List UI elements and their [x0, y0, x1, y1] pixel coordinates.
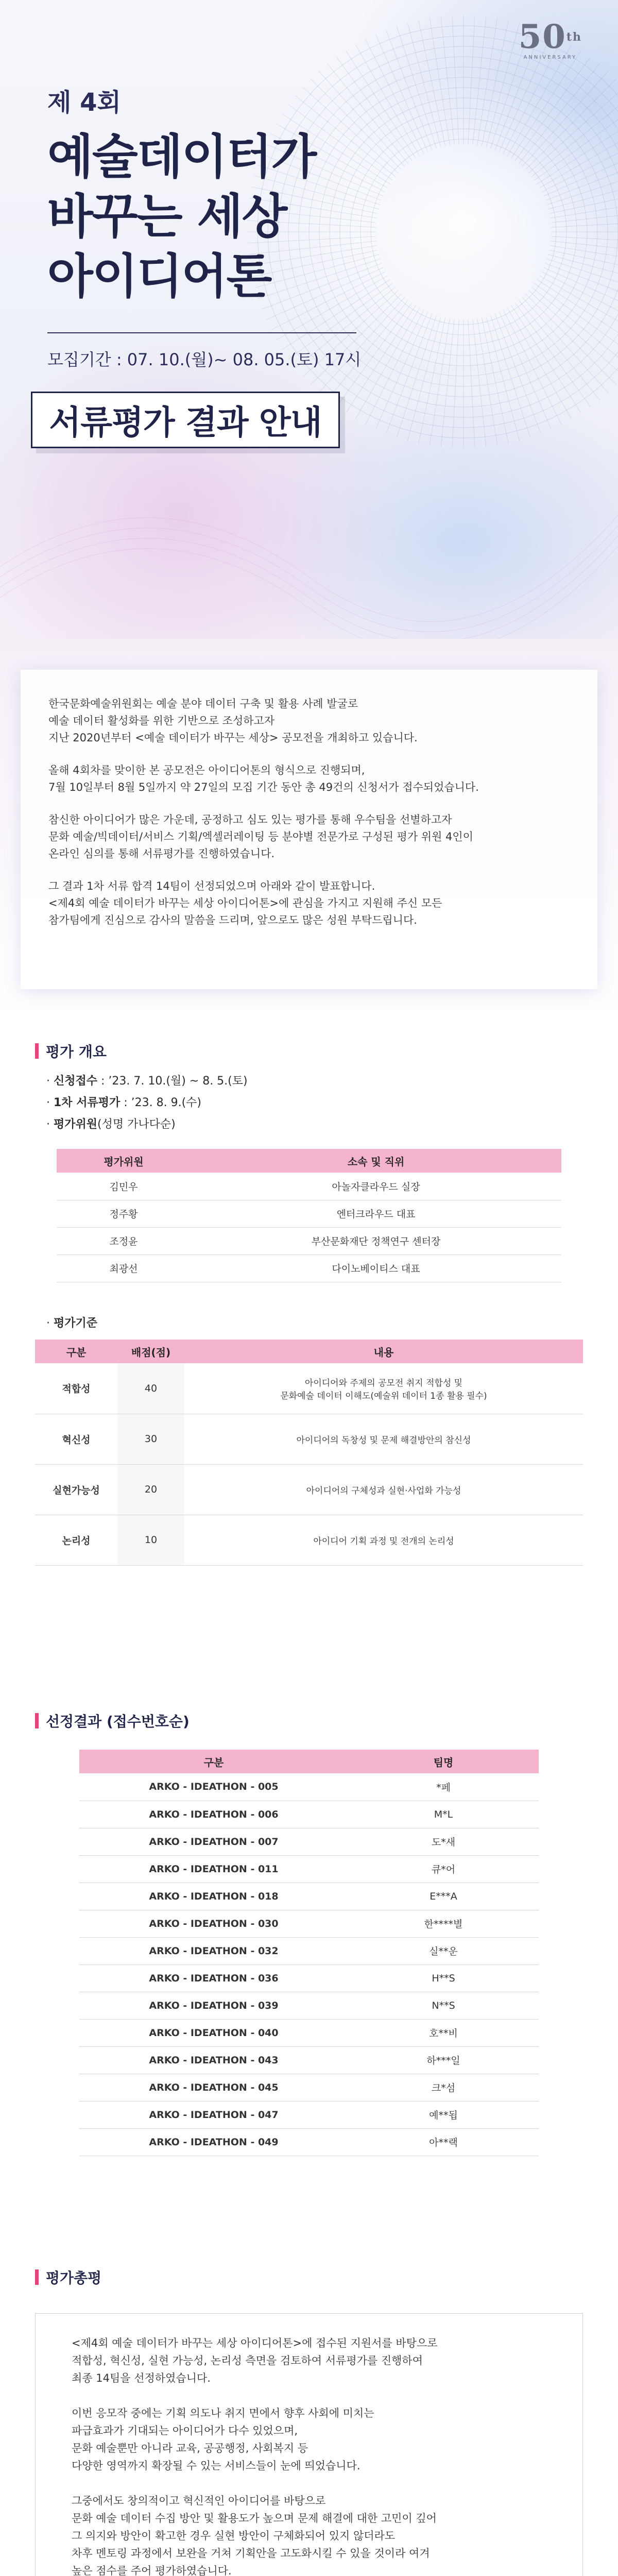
result-notice-box: [31, 392, 340, 448]
table-row: [79, 2128, 539, 2156]
intro-paragraph: 참신한 아이디어가 많은 가운데, 공정하고 심도 있는 평가를 통해 우수팀을 선별하고자 문화 예술/빅데이터/서비스 기획/엑셀러레이팅 등 분야별 전문가로 구성된 평가 위원 4인이 온라인 심의를 통해 서류평가를 진행하였습니다.: [48, 814, 473, 860]
table-row: [79, 2019, 539, 2046]
title-divider: [47, 332, 356, 333]
overview-item: · 평가위원(성명 가나다순): [46, 1118, 176, 1131]
edition-label: 제 4회: [47, 88, 121, 117]
hero-title-line-3: 아이디어톤: [47, 249, 271, 304]
submission-id: ARKO - IDEATHON - 005: [79, 1773, 348, 1801]
committee-header: 소속 및 직위: [191, 1149, 561, 1173]
table-row: [79, 2046, 539, 2074]
anniversary-suffix: th: [566, 30, 582, 44]
table-row: [79, 1855, 539, 1883]
review-paragraph: 이번 응모작 중에는 기획 의도나 취지 면에서 향후 사회에 미치는 파급효과가 기대되는 아이디어가 다수 있었으며, 문화 예술뿐만 아니라 교육, 공공행정, 사회복지 등 다양한 영역까지 확장될 수 있는 서비스들이 눈에 띄었습니다.: [72, 2407, 374, 2472]
results-table: 구분 팀명 ARKO - IDEATHON - 005 *페 ARKO - IDEATHON - 006 M*L ARKO - IDEATHON - 007 도*새 ARKO - IDEATHON - 011 큐*어 ARKO - IDEATHON - 018 E***A ARKO - IDEATHON - 030 한****별 ARKO - IDEATHON - 032 실**운 ARKO - IDEATHON - 036 H**S ARKO - IDEATHON - 039 N**S ARKO - IDEATHON - 040 호**비 ARKO - IDEATHON - 043 하***일 ARKO - IDEATHON - 045 크*섬 ARKO - IDEATHON - 047 예**됩 ARKO - IDEATHON - 049 아**랙: [79, 1750, 539, 2156]
team-name: *페: [348, 1773, 539, 1801]
hero-text: [47, 82, 361, 370]
review-section: [0, 2257, 618, 2576]
submission-id: ARKO - IDEATHON - 043: [79, 2046, 348, 2074]
team-name: H**S: [348, 1964, 539, 1992]
anniversary-subtitle: ANNIVERSARY: [523, 55, 577, 60]
submission-id: ARKO - IDEATHON - 030: [79, 1910, 348, 1937]
criteria-label: · 평가기준: [46, 1317, 98, 1330]
submission-id: ARKO - IDEATHON - 006: [79, 1801, 348, 1828]
period-value: 07. 10.(월)~ 08. 05.(토) 17시: [127, 350, 362, 369]
submission-id: ARKO - IDEATHON - 039: [79, 1992, 348, 2019]
result-notice-title: 서류평가 결과 안내: [49, 404, 322, 442]
overview-item: · 신청접수 : ’23. 7. 10.(월) ~ 8. 5.(토): [46, 1075, 248, 1088]
review-paragraph: 그중에서도 창의적이고 혁신적인 아이디어를 바탕으로 문화 예술 데이터 수집 방안 및 활용도가 높으며 문제 해결에 대한 고민이 깊어 그 의지와 방안이 확고한 경우 실현 방안이 구체화되어 있지 않더라도 차후 멘토링 과정에서 보완을 거쳐 기획안을 고도화시킬 수 있을 것이라 여겨 높은 점수를 주어 평가하였습니다.: [72, 2495, 437, 2576]
table-row: 적합성 40 아이디어와 주제의 공모전 취지 적합성 및 문화예술 데이터 이해도(예술위 데이터 1종 활용 필수): [35, 1363, 583, 1414]
submission-id: ARKO - IDEATHON - 011: [79, 1855, 348, 1883]
results-heading: [35, 1700, 583, 1731]
team-name: 큐*어: [348, 1855, 539, 1883]
submission-id: ARKO - IDEATHON - 040: [79, 2019, 348, 2046]
submission-id: ARKO - IDEATHON - 045: [79, 2074, 348, 2101]
team-name: 실**운: [348, 1937, 539, 1964]
table-row: [79, 1937, 539, 1964]
overview-list: [35, 1071, 583, 1136]
review-paragraph: <제4회 예술 데이터가 바꾸는 세상 아이디어톤>에 접수된 지원서를 바탕으로 적합성, 혁신성, 실현 가능성, 논리성 측면을 검토하여 서류평가를 진행하여 최종 14팀을 선정하였습니다.: [72, 2337, 438, 2384]
results-section: [0, 1700, 618, 2257]
table-row: 실현가능성 20 아이디어의 구체성과 실현·사업화 가능성: [35, 1464, 583, 1515]
table-row: [79, 1883, 539, 1910]
table-row: [79, 2074, 539, 2101]
table-row: 논리성 10 아이디어 기획 과정 및 전개의 논리성: [35, 1515, 583, 1565]
intro-paragraph: 올해 4회차를 맞이한 본 공모전은 아이디어톤의 형식으로 진행되며, 7월 10일부터 8월 5일까지 약 27일의 모집 기간 동안 총 49건의 신청서가 접수되었습니다.: [48, 764, 479, 793]
hero-banner: [0, 0, 618, 639]
review-heading: [35, 2257, 583, 2287]
results-title: 선정결과 (접수번호순): [46, 1713, 190, 1730]
team-name: 한****별: [348, 1910, 539, 1937]
intro-card: [21, 670, 597, 989]
overview-item: · 1차 서류평가 : ’23. 8. 9.(수): [46, 1096, 201, 1109]
table-row: [79, 1773, 539, 1801]
team-name: 도*새: [348, 1828, 539, 1855]
table-row: [79, 1964, 539, 1992]
table-row: 혁신성 30 아이디어의 독창성 및 문제 해결방안의 참신성: [35, 1414, 583, 1464]
team-name: N**S: [348, 1992, 539, 2019]
submission-id: ARKO - IDEATHON - 007: [79, 1828, 348, 1855]
submission-id: ARKO - IDEATHON - 032: [79, 1937, 348, 1964]
intro-section: [0, 639, 618, 1020]
table-row: [79, 1910, 539, 1937]
submission-id: ARKO - IDEATHON - 047: [79, 2101, 348, 2128]
team-name: 호**비: [348, 2019, 539, 2046]
table-row: 조정윤 부산문화재단 정책연구 센터장: [57, 1227, 561, 1255]
team-name: 예**됩: [348, 2101, 539, 2128]
review-title: 평가총평: [46, 2269, 102, 2286]
committee-table: [57, 1149, 561, 1282]
committee-header: 평가위원: [57, 1149, 191, 1173]
team-name: 아**랙: [348, 2128, 539, 2156]
intro-paragraph: 한국문화예술위원회는 예술 분야 데이터 구축 및 활용 사례 발굴로 예술 데이터 활성화를 위한 기반으로 조성하고자 지난 2020년부터 <예술 데이터가 바꾸는 세상> 공모전을 개최하고 있습니다.: [48, 698, 418, 744]
recruitment-period: [47, 347, 361, 370]
team-name: M*L: [348, 1801, 539, 1828]
team-name: 하***일: [348, 2046, 539, 2074]
criteria-table: 구분 배점(점) 내용 적합성 40 아이디어와 주제의 공모전 취지 적합성 및 문화예술 데이터 이해도(예술위 데이터 1종 활용 필수) 혁신성 30 아이디어의 독창성 및 문제 해결방안의 참신성 실현가능성 20 아이디어의 구체성과 실현·사업화 가능성 논리성 10 아이디어 기획 과정 및 전개의 논리성: [35, 1340, 583, 1566]
table-row: [79, 1828, 539, 1855]
team-name: E***A: [348, 1883, 539, 1910]
period-label: 모집기간 :: [47, 350, 122, 369]
team-name: 크*섬: [348, 2074, 539, 2101]
review-box: [35, 2313, 583, 2576]
anniversary-logo: [518, 18, 582, 60]
submission-id: ARKO - IDEATHON - 036: [79, 1964, 348, 1992]
overview-heading: [35, 1020, 583, 1061]
overview-title: 평가 개요: [46, 1043, 107, 1060]
hero-title-line-2: 바꾸는 세상: [47, 189, 287, 244]
table-row: 최광선 다이노베이티스 대표: [57, 1255, 561, 1282]
submission-id: ARKO - IDEATHON - 018: [79, 1883, 348, 1910]
intro-paragraph: 그 결과 1차 서류 합격 14팀이 선정되었으며 아래와 같이 발표합니다. <제4회 예술 데이터가 바꾸는 세상 아이디어톤>에 관심을 가지고 지원해 주신 모든 참가팀에게 진심으로 감사의 말씀을 드리며, 앞으로도 많은 성원 부탁드립니다.: [48, 880, 442, 926]
hero-title-line-1: 예술데이터가: [47, 129, 316, 184]
table-row: [79, 1801, 539, 1828]
table-row: 정주황 엔터크라우드 대표: [57, 1200, 561, 1227]
table-row: [79, 1992, 539, 2019]
anniversary-number: 50: [518, 18, 566, 56]
overview-section: [0, 1020, 618, 1700]
table-row: 김민우 아놀자클라우드 실장: [57, 1173, 561, 1200]
table-row: [79, 2101, 539, 2128]
submission-id: ARKO - IDEATHON - 049: [79, 2128, 348, 2156]
